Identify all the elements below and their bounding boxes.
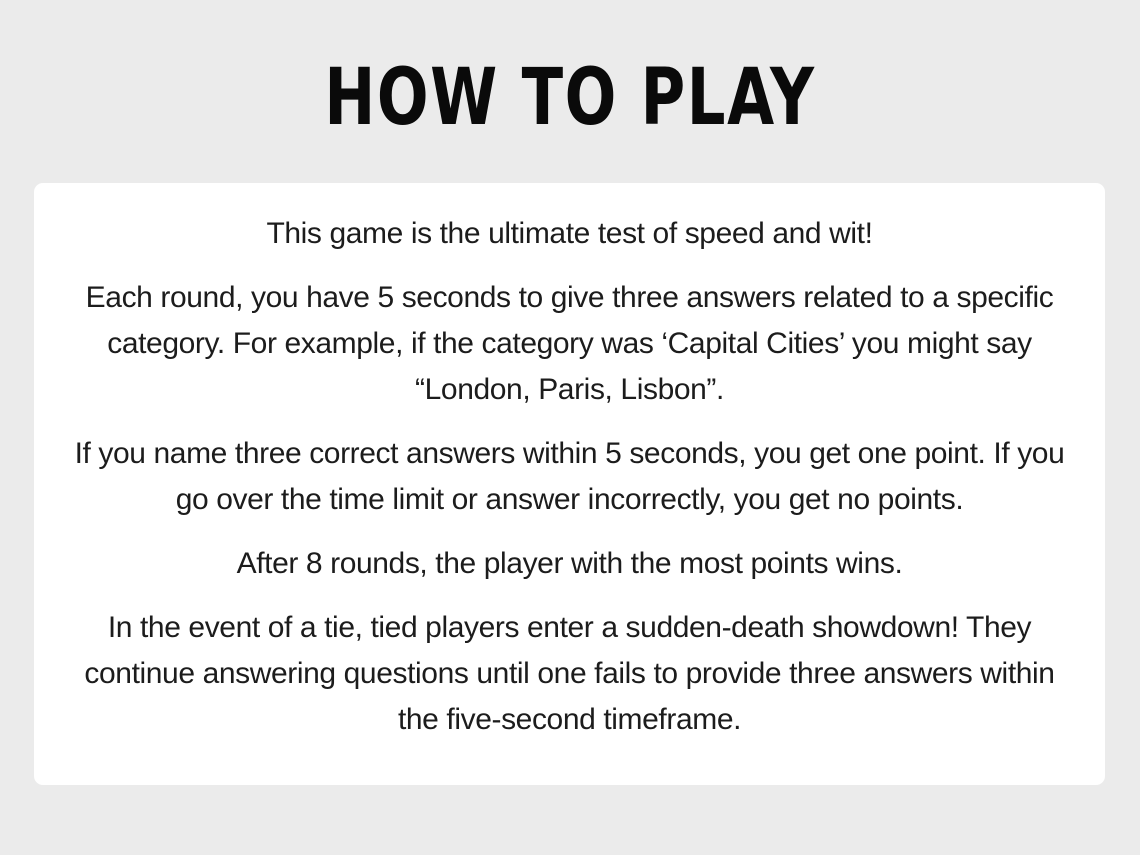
rule-intro: This game is the ultimate test of speed and wit! <box>266 217 873 250</box>
page-title: HOW TO PLAY <box>324 53 816 143</box>
rule-winning: After 8 rounds, the player with the most points wins. <box>236 547 903 580</box>
rule-scoring: If you name three correct answers within 5 seconds, you get one point. If you go over the time limit or answer incorrectly, you get no points. <box>74 437 1065 516</box>
rules-card <box>34 183 1105 785</box>
rule-round-instructions: Each round, you have 5 seconds to give three answers related to a specific category. For example, if the category was ‘Capital Cities’ you might say “London, Paris, Lisbon”. <box>85 281 1054 406</box>
rule-tiebreak: In the event of a tie, tied players enter a sudden-death showdown! They continue answering questions until one fails to provide three answers within the five-second timeframe. <box>84 611 1055 736</box>
